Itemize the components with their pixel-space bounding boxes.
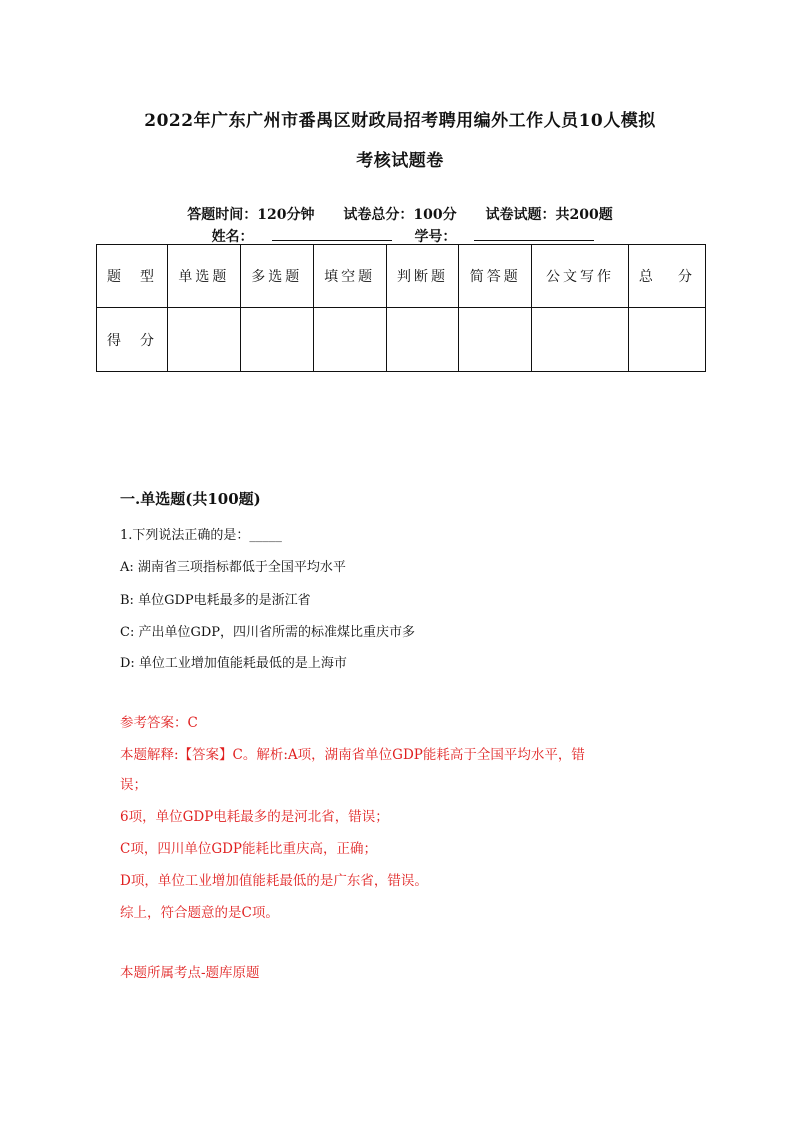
topic-note: 本题所属考点-题库原题 [120, 965, 260, 981]
score-table-header-row [97, 245, 706, 308]
exam-meta [0, 204, 800, 224]
section-title: 一.单选题(共100题) [120, 490, 261, 508]
score-cell-total: 总分 [628, 245, 705, 308]
score-cell-judge: 判断题 [386, 245, 459, 308]
exam-time: 答题时间：120分钟 [187, 207, 315, 223]
id-blank [474, 228, 594, 241]
score-cell-writing: 公文写作 [532, 245, 629, 308]
option-d: D: 单位工业增加值能耗最低的是上海市 [120, 656, 347, 671]
exam-title-line1: 2022年广东广州市番禺区财政局招考聘用编外工作人员10人模拟 [144, 111, 656, 131]
explanation-line1: 本题解释:【答案】C。解析:A项，湖南省单位GDP能耗高于全国平均水平，错 [120, 747, 585, 763]
exam-title-line2: 考核试题卷 [356, 151, 444, 171]
score-blank [532, 308, 629, 372]
score-blank [386, 308, 459, 372]
score-cell-type: 题型 [97, 245, 168, 308]
score-cell-fill: 填空题 [313, 245, 386, 308]
score-table [96, 244, 706, 372]
option-c: C: 产出单位GDP，四川省所需的标准煤比重庆市多 [120, 625, 416, 640]
score-blank [628, 308, 705, 372]
option-a: A: 湖南省三项指标都低于全国平均水平 [120, 560, 346, 575]
explanation-line3: C项，四川单位GDP能耗比重庆高，正确； [120, 841, 378, 857]
score-table-score-row [97, 308, 706, 372]
explanation-line2: 6项，单位GDP电耗最多的是河北省，错误； [120, 809, 389, 825]
score-cell-short: 简答题 [459, 245, 532, 308]
score-row-label: 得分 [97, 308, 168, 372]
reference-answer: 参考答案：C [120, 715, 198, 731]
score-blank [313, 308, 386, 372]
name-blank [272, 228, 392, 241]
option-b: B: 单位GDP电耗最多的是浙江省 [120, 593, 311, 608]
score-blank [168, 308, 241, 372]
score-blank [459, 308, 532, 372]
id-label: 学号： [414, 229, 457, 245]
explanation-line4: D项，单位工业增加值能耗最低的是广东省，错误。 [120, 873, 428, 889]
explanation-line5: 综上，符合题意的是C项。 [120, 905, 279, 921]
name-label: 姓名： [211, 229, 254, 245]
exam-question-count: 试卷试题：共200题 [485, 207, 613, 223]
score-cell-single: 单选题 [168, 245, 241, 308]
exam-total-score: 试卷总分：100分 [343, 207, 457, 223]
question-stem: 1.下列说法正确的是：_____ [120, 528, 282, 543]
score-blank [240, 308, 313, 372]
score-cell-multi: 多选题 [240, 245, 313, 308]
explanation-line1-cont: 误； [120, 777, 147, 793]
student-info [0, 226, 800, 246]
